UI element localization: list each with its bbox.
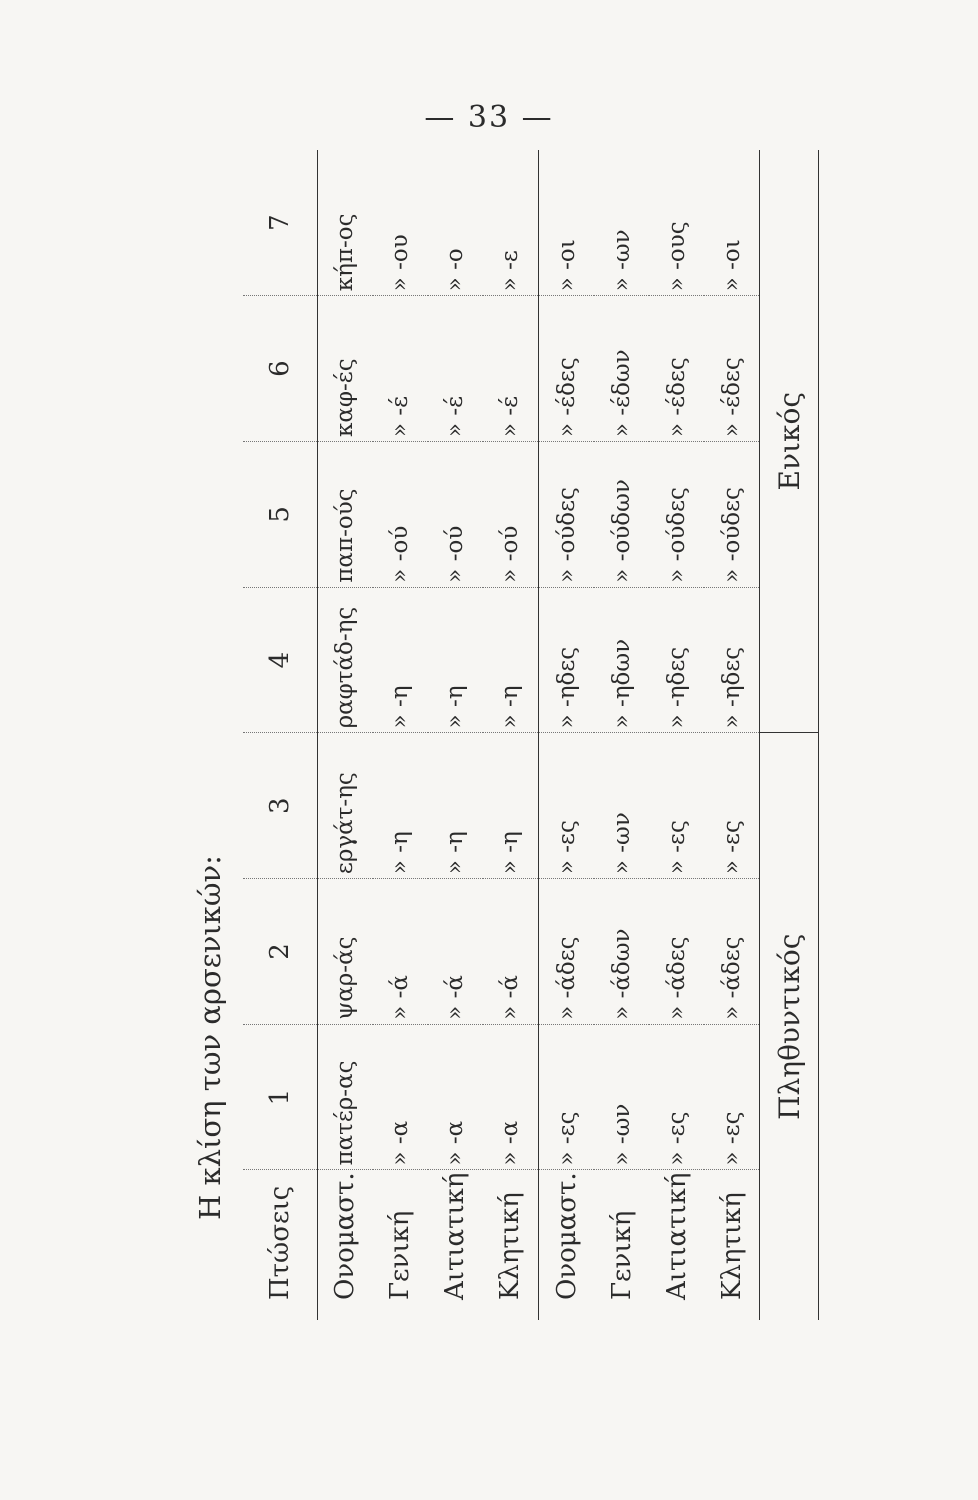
table-cell: » -ού [373, 441, 428, 587]
table-cell: » -ους [663, 221, 690, 292]
case-label: Κλητική [704, 1170, 760, 1320]
table-cell: » -ηδες [704, 587, 760, 733]
table-cell: » -η [428, 733, 483, 879]
table-cell: » -ο [442, 248, 469, 292]
case-label: Ονομαστ. [538, 1170, 594, 1320]
table-cell: » -ούδες [538, 441, 594, 587]
number-row [760, 150, 819, 1320]
table-cell: » -ούδες [704, 441, 760, 587]
table-cell: » -ες [704, 733, 760, 879]
table-title: Η κλίση των αρσενικών: [193, 855, 227, 1220]
table-cell: » -ού [483, 441, 539, 587]
case-label: Αιτιατική [649, 1170, 704, 1320]
header-label: Πτώσεις [243, 1170, 317, 1320]
table-cell: » -άδες [704, 879, 760, 1025]
table-cell: » -ηδες [538, 587, 594, 733]
table-cell: » -έδες [704, 296, 760, 442]
table-cell: εργάτ-ης [317, 733, 373, 879]
case-label: Κλητική [483, 1170, 539, 1320]
declension-table-block [185, 150, 819, 1320]
table-cell: » -ούδων [594, 441, 649, 587]
table-row [428, 150, 483, 1320]
case-label: Γενική [373, 1170, 428, 1320]
case-label: Αιτιατική [428, 1170, 483, 1320]
table-cell: » -η [373, 733, 428, 879]
table-cell: πατέρ-ας [317, 1024, 373, 1170]
table-cell: » -α [428, 1024, 483, 1170]
table-cell: κήπ-ος [332, 213, 359, 292]
table-cell: » -έδες [649, 296, 704, 442]
table-cell: » -έδες [538, 296, 594, 442]
column-number: 6 [243, 296, 317, 442]
table-cell: » -ες [538, 1024, 594, 1170]
table-cell: » -α [483, 1024, 539, 1170]
table-cell: » -άδες [538, 879, 594, 1025]
table-cell: » -έδων [594, 296, 649, 442]
table-row [538, 150, 594, 1320]
column-number: 5 [243, 441, 317, 587]
table-cell: » -άδες [649, 879, 704, 1025]
table-cell: » -έ [373, 296, 428, 442]
table-cell: » -α [373, 1024, 428, 1170]
table-cell: » -ού [428, 441, 483, 587]
table-row [483, 150, 539, 1320]
table-cell: » -ά [483, 879, 539, 1025]
table-cell: » -η [483, 733, 539, 879]
singular-label: Ενικός [760, 150, 819, 733]
table-cell: ψαρ-άς [317, 879, 373, 1025]
table-cell: » -άδων [594, 879, 649, 1025]
table-cell: » -ων [608, 229, 635, 292]
table-cell: » -οι [553, 239, 580, 292]
table-cell: » -ες [704, 1024, 760, 1170]
table-cell: » -η [483, 587, 539, 733]
case-label: Γενική [594, 1170, 649, 1320]
column-number: 3 [243, 733, 317, 879]
column-number: 1 [243, 1024, 317, 1170]
table-row [594, 150, 649, 1320]
table-cell: » -ες [649, 733, 704, 879]
table-cell: » -ες [649, 1024, 704, 1170]
table-cell: » -ε [483, 150, 539, 296]
table-cell: » -ούδες [649, 441, 704, 587]
table-cell: » -ων [594, 733, 649, 879]
table-cell: » -ά [428, 879, 483, 1025]
plural-label: Πληθυντικός [760, 733, 819, 1320]
table-cell: » -ά [373, 879, 428, 1025]
table-cell: » -οι [704, 150, 760, 296]
table-row [373, 150, 428, 1320]
header-row [243, 150, 317, 1320]
table-cell: » -ηδων [594, 587, 649, 733]
case-label: Ονομαστ. [317, 1170, 373, 1320]
table-cell: » -η [373, 587, 428, 733]
table-cell: καφ-ές [317, 296, 373, 442]
table-cell: » -ες [538, 733, 594, 879]
column-number: 4 [243, 587, 317, 733]
table-cell: » -ων [594, 1024, 649, 1170]
table-cell: » -ηδες [649, 587, 704, 733]
table-row [704, 150, 760, 1320]
table-cell: » -ου [387, 234, 414, 292]
table-cell: » -η [428, 587, 483, 733]
column-number: 7 [243, 150, 317, 296]
table-cell: » -έ [428, 296, 483, 442]
column-number: 2 [243, 879, 317, 1025]
table-cell: » -έ [483, 296, 539, 442]
declension-table [243, 150, 819, 1320]
table-row [317, 150, 373, 1320]
table-cell: παπ-ούς [317, 441, 373, 587]
page-number: — 33 — [424, 100, 554, 135]
table-cell: ραφτάδ-ης [317, 587, 373, 733]
table-row [649, 150, 704, 1320]
